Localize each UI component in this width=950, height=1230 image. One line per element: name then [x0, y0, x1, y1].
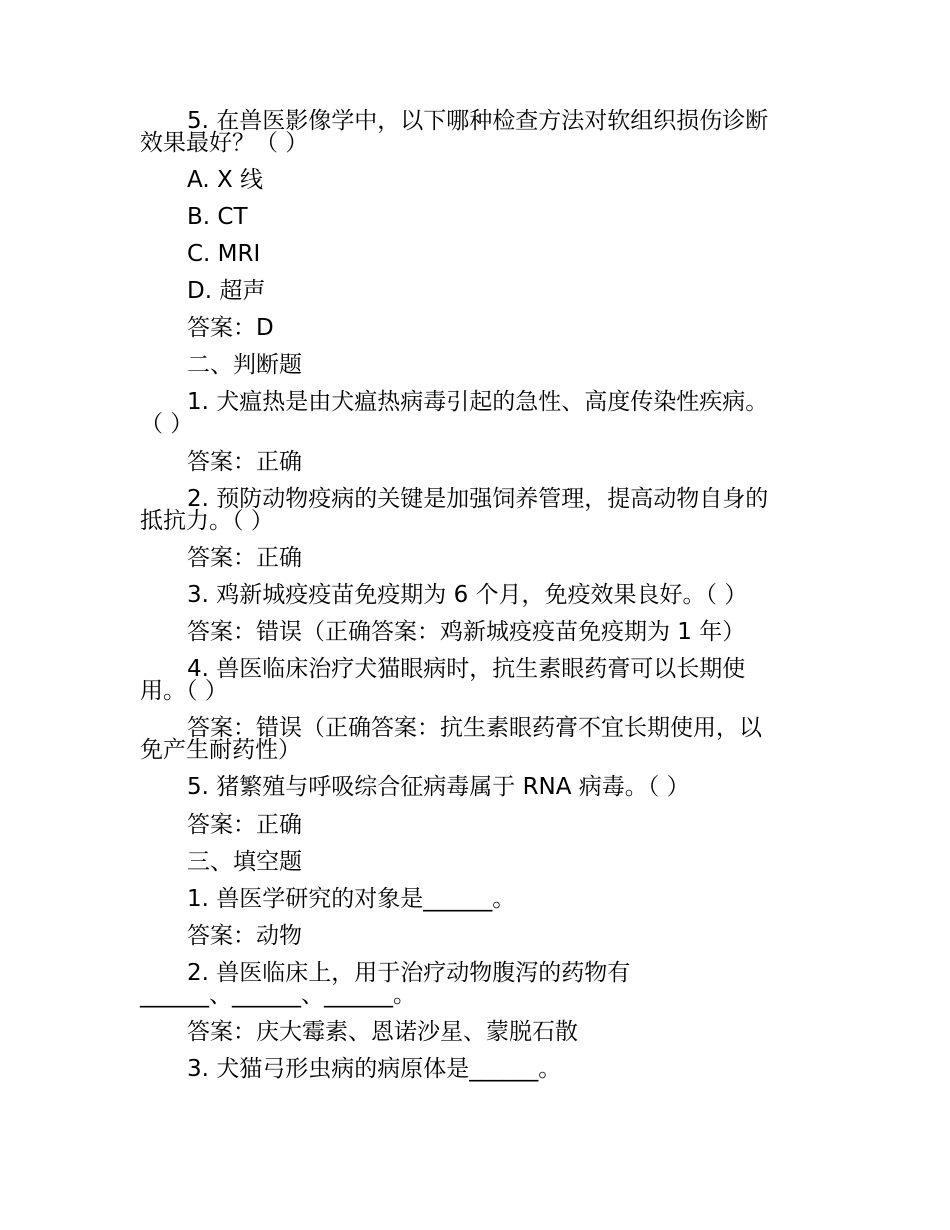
judge-4-line1: 4. 兽医临床治疗犬猫眼病时，抗生素眼药膏可以长期使	[187, 656, 746, 682]
judge-1-answer: 答案：正确	[187, 449, 302, 475]
judge-1-line2: （ ）	[140, 411, 194, 437]
judge-5-line1: 5. 猪繁殖与呼吸综合征病毒属于 RNA 病毒。（ ）	[187, 774, 690, 800]
judge-3-answer: 答案：错误（正确答案：鸡新城疫疫苗免疫期为 1 年）	[187, 619, 746, 645]
judge-4-line2: 用。（ ）	[140, 678, 228, 704]
judge-2-line1: 2. 预防动物疫病的关键是加强饲养管理，提高动物自身的	[187, 486, 769, 512]
question-5-answer: 答案：D	[187, 315, 274, 341]
fill-1-line1: 1. 兽医学研究的对象是______。	[187, 886, 516, 912]
question-5-stem-line1: 5. 在兽医影像学中，以下哪种检查方法对软组织损伤诊断	[187, 108, 769, 134]
question-5-stem-line2: 效果最好？（ ）	[140, 130, 309, 156]
question-5-option-d: D. 超声	[187, 278, 266, 304]
judge-3-line1: 3. 鸡新城疫疫苗免疫期为 6 个月，免疫效果良好。（ ）	[187, 582, 748, 608]
fill-1-answer: 答案：动物	[187, 923, 302, 949]
fill-3-line1: 3. 犬猫弓形虫病的病原体是______。	[187, 1056, 562, 1082]
judge-2-line2: 抵抗力。（ ）	[140, 508, 274, 534]
judge-1-line1: 1. 犬瘟热是由犬瘟热病毒引起的急性、高度传染性疾病。	[187, 389, 769, 415]
judge-5-answer: 答案：正确	[187, 812, 302, 838]
fill-2-line1: 2. 兽医临床上，用于治疗动物腹泻的药物有	[187, 960, 631, 986]
judge-2-answer: 答案：正确	[187, 545, 302, 571]
judge-4-answer-line1: 答案：错误（正确答案：抗生素眼药膏不宜长期使用，以	[187, 715, 762, 741]
fill-2-line2: ______、______、______。	[140, 982, 416, 1008]
judge-4-answer-line2: 免产生耐药性）	[140, 737, 301, 763]
question-5-option-c: C. MRI	[187, 241, 261, 267]
question-5-option-a: A. X 线	[187, 167, 264, 193]
question-5-option-b: B. CT	[187, 204, 248, 230]
section-heading-judge: 二、判断题	[187, 352, 302, 378]
fill-2-answer: 答案：庆大霉素、恩诺沙星、蒙脱石散	[187, 1019, 578, 1045]
section-heading-fill: 三、填空题	[187, 849, 302, 875]
